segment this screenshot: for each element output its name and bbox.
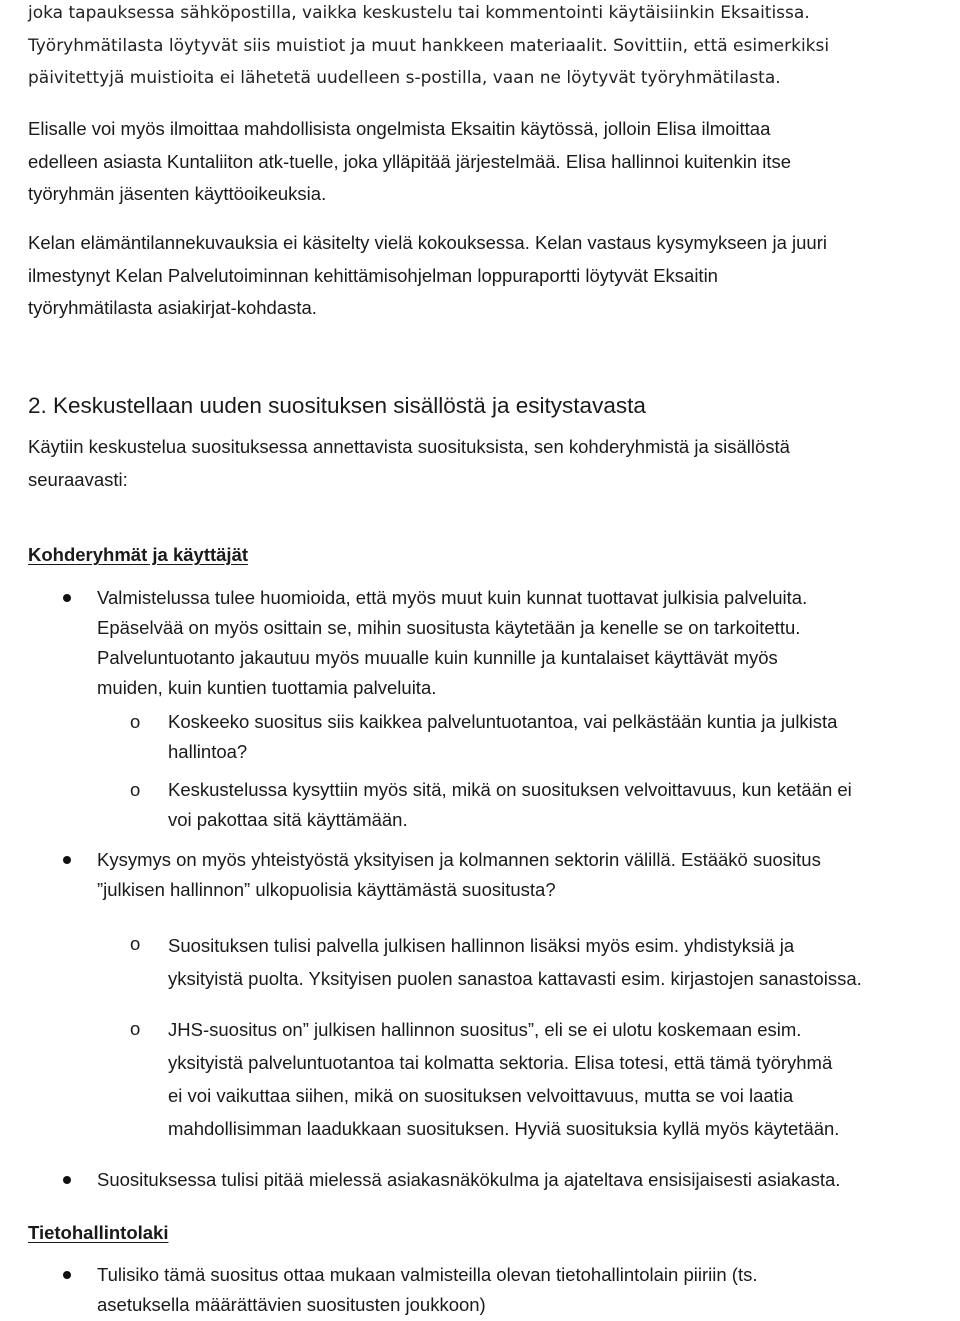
text-line: Tulisiko tämä suositus ottaa mukaan valmisteilla olevan tietohallintolain piiriin (ts.: [97, 1264, 758, 1285]
text-line: joka tapauksessa sähköpostilla, vaikka keskustelu tai kommentointi käytäisiinkin Eksaitissa.: [28, 3, 810, 23]
bullet-item: [97, 1165, 840, 1195]
text-line: mahdollisimman laadukkaan suosituksen. Hyviä suosituksia kyllä myös käytetään.: [168, 1118, 840, 1139]
text-line: työryhmän jäsenten käyttöoikeuksia.: [28, 183, 327, 204]
text-line: hallintoa?: [168, 741, 248, 762]
bullet-icon: [63, 1271, 71, 1279]
bullet-item: [97, 845, 821, 905]
text-line: päivitettyjä muistioita ei lähetetä uudelleen s-postilla, vaan ne löytyvät työryhmätilasta.: [28, 68, 781, 88]
sub-bullet-item: [168, 1013, 839, 1145]
sub-bullet-icon: o: [130, 779, 141, 800]
text-line: edelleen asiasta Kuntaliiton atk-tuelle, joka ylläpitää järjestelmää. Elisa hallinnoi kuitenkin itse: [28, 150, 792, 172]
text-line: Elisalle voi myös ilmoittaa mahdollisista ongelmista Eksaitin käytössä, jolloin Elisa ilmoittaa: [28, 118, 771, 139]
text-line: Palveluntuotanto jakautuu myös muualle kuin kunnille ja kuntalaiset käyttävät myös: [97, 647, 778, 668]
sub-bullet-icon: o: [130, 1018, 141, 1039]
bullet-icon: [63, 856, 71, 864]
sub-bullet-item: [168, 707, 837, 767]
text-line: JHS-suositus on” julkisen hallinnon suositus”, eli se ei ulotu koskemaan esim.: [168, 1019, 802, 1040]
text-line: Keskustelussa kysyttiin myös sitä, mikä on suosituksen velvoittavuus, kun ketään ei: [168, 779, 852, 800]
text-line: ei voi vaikuttaa siihen, mikä on suosituksen velvoittavuus, mutta se voi laatia: [168, 1085, 794, 1106]
paragraph-elisa: [28, 113, 791, 211]
text-line: Koskeeko suositus siis kaikkea palveluntuotantoa, vai pelkästään kuntia ja julkista: [168, 711, 838, 732]
bullet-icon: [63, 1176, 71, 1184]
text-line: voi pakottaa sitä käyttämään.: [168, 809, 408, 830]
text-line: muiden, kuin kuntien tuottamia palveluita.: [97, 677, 437, 698]
section-heading: 2. Keskustellaan uuden suosituksen sisällöstä ja esitystavasta: [28, 393, 646, 418]
sub-bullet-icon: o: [130, 933, 141, 954]
text-line: työryhmätilasta asiakirjat-kohdasta.: [28, 297, 317, 318]
text-line: Kelan elämäntilannekuvauksia ei käsitelty vielä kokouksessa. Kelan vastaus kysymykseen ja juuri: [28, 232, 827, 253]
text-line: Käytiin keskustelua suosituksessa annettavista suosituksista, sen kohderyhmistä ja sisällöstä: [28, 436, 790, 457]
text-line: Työryhmätilasta löytyvät siis muistiot ja muut hankkeen materiaalit. Sovittiin, että esimerkiksi: [28, 35, 830, 56]
sub-bullet-icon: o: [130, 711, 141, 732]
section-intro: [28, 431, 790, 496]
text-line: Epäselvää on myös osittain se, mihin suositusta käytetään ja kenelle se on tarkoitettu.: [97, 617, 801, 638]
intro-paragraph: [28, 0, 829, 95]
text-line: Kysymys on myös yhteistyöstä yksityisen ja kolmannen sektorin välillä. Estääkö suositus: [97, 849, 821, 870]
sub-bullet-item: [168, 775, 852, 835]
text-line: asetuksella määrättävien suositusten joukkoon): [97, 1294, 486, 1315]
paragraph-kela: [28, 227, 827, 325]
bullet-icon: [63, 594, 71, 602]
text-line: Valmistelussa tulee huomioida, että myös muut kuin kunnat tuottavat julkisia palveluita.: [97, 587, 808, 608]
subheading-tietohallintolaki: Tietohallintolaki: [28, 1222, 169, 1243]
sub-bullet-item: [168, 929, 862, 995]
text-line: Suosituksen tulisi palvella julkisen hallinnon lisäksi myös esim. yhdistyksiä ja: [168, 935, 795, 956]
text-line: seuraavasti:: [28, 468, 128, 490]
text-line: ilmestynyt Kelan Palvelutoiminnan kehittämisohjelman loppuraportti löytyvät Eksaitin: [28, 264, 718, 286]
bullet-item: [97, 1260, 757, 1320]
bullet-item: [97, 583, 807, 703]
subheading-kohderyhmat: Kohderyhmät ja käyttäjät: [28, 544, 249, 565]
text-line: yksityistä puolta. Yksityisen puolen sanastoa kattavasti esim. kirjastojen sanastoissa.: [168, 968, 862, 989]
text-line: yksityistä palveluntuotantoa tai kolmatta sektoria. Elisa totesi, että tämä työryhmä: [168, 1052, 833, 1073]
text-line: Suosituksessa tulisi pitää mielessä asiakasnäkökulma ja ajateltava ensisijaisesti asiakasta.: [97, 1169, 841, 1190]
text-line: ”julkisen hallinnon” ulkopuolisia käyttämästä suositusta?: [97, 879, 556, 900]
